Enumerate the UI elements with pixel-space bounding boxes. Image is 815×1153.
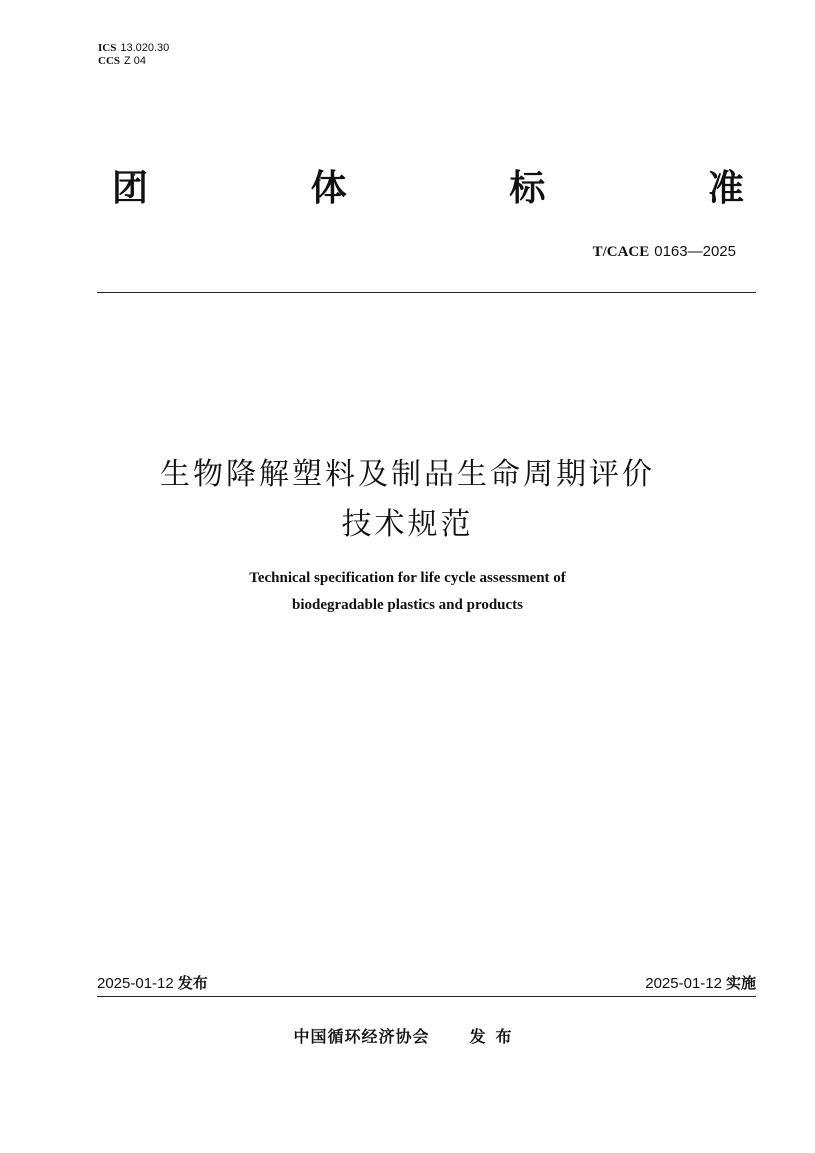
doc-type-char: 团 [112,167,149,209]
issue-date [97,972,208,993]
ccs-label: CCS [98,55,121,67]
title-zh-line1: 生物降解塑料及制品生命周期评价 [160,457,655,492]
standard-code: 0163—2025 [654,243,736,260]
publisher-line [0,1024,815,1047]
title-en-line2: biodegradable plastics and products [291,597,524,613]
classification-codes [98,42,169,68]
issue-date-label: 发布 [177,974,208,992]
title-en-line1: Technical specification for life cycle assessment of [249,570,566,586]
doc-type-char: 准 [707,167,744,209]
title-zh-line2: 技术规范 [341,507,474,542]
header-divider [97,292,756,293]
ccs-value: Z 04 [124,55,147,67]
footer-divider [97,996,756,997]
implementation-date-label: 实施 [725,974,756,992]
publisher-org: 中国循环经济协会 [293,1027,430,1046]
doc-type-char: 标 [509,167,546,209]
ccs-code [98,55,169,68]
ics-label: ICS [98,42,117,54]
ics-value: 13.020.30 [120,42,170,54]
implementation-date-value: 2025-01-12 [645,975,722,992]
implementation-date [645,972,756,993]
standard-number [593,243,736,261]
document-type-heading [112,160,744,210]
doc-type-char: 体 [310,167,347,209]
issue-date-value: 2025-01-12 [97,975,174,992]
ics-code [98,42,169,55]
publisher-action: 发布 [469,1027,522,1046]
standard-prefix: T/CACE [592,244,650,260]
